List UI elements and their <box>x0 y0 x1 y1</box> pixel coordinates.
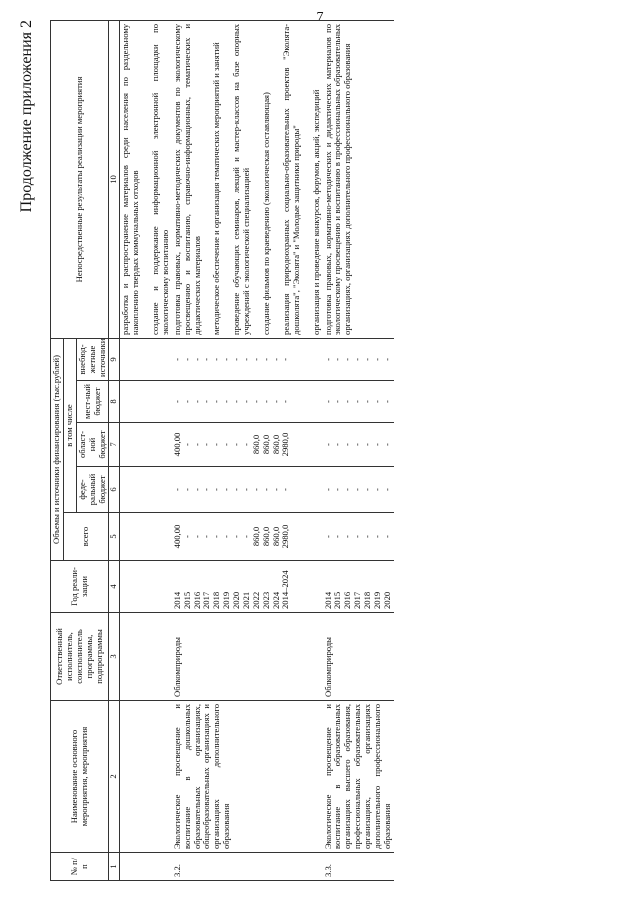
result-item: подготовка правовых, нормативно-методических и дидактических материалов по экологическому просвещению и воспитанию в профессиональных образовательных организациях, организациях дополнительного профессионального образования <box>322 23 353 335</box>
offbudget-value: - <box>371 358 382 361</box>
total <box>323 513 394 561</box>
offbudget-value: - <box>250 358 261 361</box>
offbudget-value: - <box>240 358 251 361</box>
total-value: - <box>362 535 372 538</box>
total-value: 400,00 <box>171 524 182 549</box>
federal-value: - <box>231 488 241 491</box>
header-total: всего <box>63 513 109 561</box>
results <box>172 20 323 338</box>
local <box>172 381 323 423</box>
total-value: 2980,0 <box>280 524 291 549</box>
local-value: - <box>260 400 271 403</box>
offbudget-value: - <box>280 358 291 361</box>
offbudget-value: - <box>231 358 241 361</box>
column-number: 1 <box>109 853 120 881</box>
offbudget-value: - <box>332 358 343 361</box>
column-number: 3 <box>109 613 120 701</box>
regional-value: - <box>191 443 202 446</box>
offbudget-value: - <box>221 358 232 361</box>
row-number: 3.2. <box>172 853 323 881</box>
local-value: - <box>240 400 251 403</box>
local-value: - <box>322 400 333 403</box>
years-value: 2014 <box>322 591 333 609</box>
total-value: - <box>240 535 251 538</box>
total-value: 860,0 <box>250 526 261 547</box>
offbudget-value: - <box>211 358 222 361</box>
regional-value: - <box>381 443 392 446</box>
federal-value: - <box>171 488 182 491</box>
header-results: Непосредственные результаты реализации мероприятия <box>51 20 109 338</box>
federal-value: - <box>381 488 392 491</box>
result-item: методическое обеспечение и организация тематических мероприятий и занятий <box>211 42 222 335</box>
result-item: реализация природоохранных социально-образовательных проектов "Эколята-дошколята", "Эколята" и "Молодые защитники природы" <box>280 23 301 335</box>
federal <box>172 467 323 513</box>
years-value: 2019 <box>221 591 232 609</box>
result-item: проведение обучающих семинаров, лекций и мастер-классов на базе опорных учреждений с экологической специализацией <box>231 23 252 335</box>
header-funding: Объемы и источники финансирования (тыс.рублей) <box>51 338 64 560</box>
total-value: - <box>231 535 241 538</box>
years-value: 2015 <box>332 591 343 609</box>
federal-value: - <box>240 488 251 491</box>
local-value: - <box>181 400 192 403</box>
years-value: 2019 <box>371 591 382 609</box>
local-value: - <box>362 400 372 403</box>
regional <box>323 423 394 467</box>
years-value: 2020 <box>381 591 392 609</box>
federal-value: - <box>371 488 382 491</box>
years-value: 2024 <box>270 591 281 609</box>
header-offbudget: внебюд-жетные источники <box>76 338 109 380</box>
years-value: 2016 <box>191 591 202 609</box>
header-regional: област-ной бюджет <box>76 423 109 467</box>
total-value: - <box>332 535 343 538</box>
offbudget-value: - <box>191 358 202 361</box>
result-item: подготовка правовых, нормативно-методических документов по экологическому просвещению и воспитанию, справочно-информационных, тематических и дидактических материалов <box>171 23 202 335</box>
regional-value: - <box>322 443 333 446</box>
federal-value: - <box>352 488 363 491</box>
header-including: в том числе <box>63 338 76 512</box>
local-value: - <box>332 400 343 403</box>
years <box>120 561 172 613</box>
local-value: - <box>201 400 212 403</box>
regional <box>120 423 172 467</box>
table-body <box>120 20 394 880</box>
total-value: - <box>322 535 333 538</box>
local-value: - <box>381 400 392 403</box>
regional-value: - <box>371 443 382 446</box>
page-number: 7 <box>316 10 324 25</box>
column-number: 9 <box>109 338 120 380</box>
total-value: - <box>352 535 363 538</box>
offbudget-value: - <box>352 358 363 361</box>
local-value: - <box>371 400 382 403</box>
offbudget-value: - <box>260 358 271 361</box>
federal-value: - <box>280 488 291 491</box>
federal-value: - <box>362 488 372 491</box>
offbudget <box>120 338 172 380</box>
total-value: - <box>191 535 202 538</box>
years-value: 2014 <box>171 591 182 609</box>
regional-value: 860,0 <box>260 434 271 455</box>
header-executor: Ответственный исполнитель, соисполнитель программы, подпрограммы <box>51 613 109 701</box>
years-value: 2018 <box>211 591 222 609</box>
local-value: - <box>221 400 232 403</box>
executor: Облкомприроды <box>323 613 394 701</box>
total-value: - <box>211 535 222 538</box>
offbudget-value: - <box>342 358 353 361</box>
regional <box>172 423 323 467</box>
years-value: 2016 <box>342 591 353 609</box>
regional-value: - <box>221 443 232 446</box>
total-value: - <box>201 535 212 538</box>
result-item: разработка и распространение материалов среди населения по раздельному накоплению твердых коммунальных отходов <box>120 23 141 335</box>
years-value: 2021 <box>240 591 251 609</box>
federal-value: - <box>211 488 222 491</box>
results <box>323 20 394 338</box>
column-number: 8 <box>109 381 120 423</box>
total-value: - <box>181 535 192 538</box>
column-number: 4 <box>109 561 120 613</box>
result-item: создание фильмов по краеведению (экологическая составляющая) <box>261 92 271 335</box>
offbudget-value: - <box>201 358 212 361</box>
years-value: 2018 <box>362 591 372 609</box>
years-value: 2022 <box>250 591 261 609</box>
local-value: - <box>280 400 291 403</box>
program-table <box>50 20 394 881</box>
years-value: 2017 <box>201 591 212 609</box>
total-value: - <box>371 535 382 538</box>
table-row <box>120 20 172 880</box>
federal-value: - <box>270 488 281 491</box>
regional-value: - <box>201 443 212 446</box>
federal-value: - <box>260 488 271 491</box>
total-value: - <box>342 535 353 538</box>
column-number: 7 <box>109 423 120 467</box>
column-number: 6 <box>109 467 120 513</box>
table-row <box>172 20 323 880</box>
results <box>120 20 172 338</box>
offbudget-value: - <box>381 358 392 361</box>
offbudget-value: - <box>362 358 372 361</box>
local-value: - <box>191 400 202 403</box>
executor: Облкомприроды <box>172 613 323 701</box>
federal-value: - <box>221 488 232 491</box>
years-value: 2015 <box>181 591 192 609</box>
result-item: организация и проведение конкурсов, форумов, акций, экспедиций <box>310 89 321 335</box>
years <box>323 561 394 613</box>
years-value: 2020 <box>231 591 241 609</box>
measure-name: Экологическое просвещение и воспитание в образовательных организациях высшего образования, профессиональных образовательных организациях, организациях дополнительного профессионального образования <box>323 701 394 853</box>
local <box>120 381 172 423</box>
years-value: 2014–2024 <box>280 570 291 609</box>
total-value: 860,0 <box>270 526 281 547</box>
regional-value: - <box>342 443 353 446</box>
federal-value: - <box>191 488 202 491</box>
regional-value: - <box>240 443 251 446</box>
total-value: 860,0 <box>260 526 271 547</box>
local-value: - <box>270 400 281 403</box>
federal <box>323 467 394 513</box>
federal-value: - <box>342 488 353 491</box>
table-row <box>323 20 394 880</box>
years-value: 2017 <box>352 591 363 609</box>
federal <box>120 467 172 513</box>
regional-value: - <box>181 443 192 446</box>
offbudget-value: - <box>181 358 192 361</box>
offbudget <box>172 338 323 380</box>
regional-value: - <box>231 443 241 446</box>
result-item: создание и поддержание информационной электронной площадки по экологическому воспитанию <box>150 23 170 335</box>
years-value: 2023 <box>260 591 271 609</box>
years <box>172 561 323 613</box>
row-number <box>120 853 172 881</box>
measure-name <box>120 701 172 853</box>
local-value: - <box>231 400 241 403</box>
federal-value: - <box>201 488 212 491</box>
header-federal: феде-ральный бюджет <box>76 467 109 513</box>
federal-value: - <box>322 488 333 491</box>
continuation-title: Продолжение приложения 2 <box>18 20 35 213</box>
regional-value: 400,00 <box>171 432 182 457</box>
local-value: - <box>211 400 222 403</box>
row-number: 3.3. <box>323 853 394 881</box>
regional-value: - <box>352 443 363 446</box>
total <box>172 513 323 561</box>
offbudget <box>323 338 394 380</box>
local-value: - <box>171 400 182 403</box>
executor <box>120 613 172 701</box>
regional-value: 2980,0 <box>280 432 291 457</box>
header-num: № п/п <box>51 853 109 881</box>
column-number: 5 <box>109 513 120 561</box>
local <box>323 381 394 423</box>
local-value: - <box>342 400 353 403</box>
regional-value: - <box>211 443 222 446</box>
local-value: - <box>250 400 261 403</box>
measure-name: Экологическое просвещение и воспитание в дошкольных образовательных организациях, общеобразовательных организациях и организациях дополнительного образования <box>172 701 323 853</box>
column-number: 2 <box>109 701 120 853</box>
column-number-row <box>109 20 120 880</box>
regional-value: - <box>362 443 372 446</box>
federal-value: - <box>332 488 343 491</box>
column-number: 10 <box>109 20 120 338</box>
federal-value: - <box>181 488 192 491</box>
regional-value: 860,0 <box>270 434 281 455</box>
offbudget-value: - <box>171 358 182 361</box>
regional-value: 860,0 <box>250 434 261 455</box>
total-value: - <box>221 535 232 538</box>
total-value: - <box>381 535 392 538</box>
regional-value: - <box>332 443 343 446</box>
header-year: Год реали-зации <box>51 561 109 613</box>
local-value: - <box>352 400 363 403</box>
header-name: Наименование основного мероприятия, мероприятия <box>51 701 109 853</box>
federal-value: - <box>250 488 261 491</box>
header-local: мест-ный бюджет <box>76 381 109 423</box>
offbudget-value: - <box>322 358 333 361</box>
total <box>120 513 172 561</box>
offbudget-value: - <box>270 358 281 361</box>
